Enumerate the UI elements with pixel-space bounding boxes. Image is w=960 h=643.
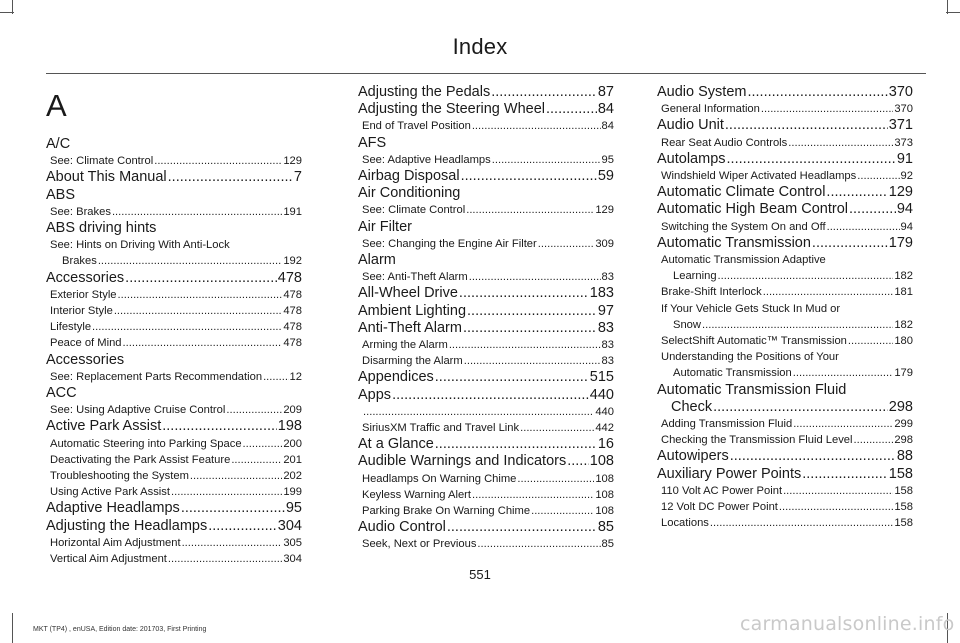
index-heading: ACC — [46, 385, 77, 402]
index-entry — [46, 518, 302, 535]
entry-title: Lifestyle — [50, 321, 92, 334]
page-ref: 85 — [601, 538, 614, 551]
index-entry — [657, 201, 913, 218]
page-ref: 370 — [894, 103, 913, 116]
dot-leader — [827, 219, 900, 235]
entry-title: Autowipers — [657, 448, 729, 465]
index-entry — [657, 448, 913, 465]
page-ref: 87 — [597, 84, 614, 100]
index-entry — [46, 418, 302, 435]
dot-leader — [114, 303, 283, 319]
entry-title: Adding Transmission Fluid — [661, 418, 793, 431]
index-subentry — [657, 483, 913, 499]
entry-title: Audio Unit — [657, 117, 724, 134]
dot-leader — [118, 287, 283, 303]
index-subentry — [358, 269, 614, 285]
index-subentry — [657, 135, 913, 151]
page-ref: 181 — [894, 286, 913, 299]
entry-title: Disarming the Alarm — [362, 355, 463, 368]
dot-leader — [231, 452, 282, 468]
page-ref: 108 — [595, 488, 614, 501]
entry-title: Interior Style — [50, 305, 113, 318]
entry-title: Automatic Steering into Parking Space — [50, 437, 242, 450]
dot-leader — [447, 519, 597, 536]
page-ref: 158 — [894, 517, 913, 530]
edition-footer: MKT (TP4) , enUSA, Edition date: 201703, First Printing — [33, 626, 207, 633]
entry-title: Deactivating the Park Assist Feature — [50, 453, 231, 466]
entry-title: End of Travel Position — [362, 120, 471, 133]
page-ref: 7 — [293, 169, 302, 186]
dot-leader — [472, 487, 594, 503]
page-ref: 108 — [595, 472, 614, 485]
index-subentry — [657, 268, 913, 284]
page-ref: 16 — [597, 436, 614, 453]
index-subentry — [46, 335, 302, 351]
entry-title: Arming the Alarm — [362, 339, 448, 352]
index-subentry — [657, 101, 913, 117]
dot-leader — [435, 369, 589, 386]
dot-leader — [477, 536, 600, 552]
page-ref: 108 — [595, 505, 614, 518]
dot-leader — [190, 468, 282, 484]
page-ref: 158 — [894, 484, 913, 497]
dot-leader — [725, 117, 888, 134]
index-entry — [358, 519, 614, 536]
page-ref: 304 — [283, 553, 302, 566]
index-subentry — [358, 236, 614, 252]
index-subentry — [657, 333, 913, 349]
index-entry — [358, 285, 614, 302]
entry-title: Automatic High Beam Control — [657, 201, 848, 218]
entry-title: Adjusting the Steering Wheel — [358, 101, 545, 118]
page-ref: 478 — [283, 305, 302, 318]
index-subentry — [46, 287, 302, 303]
entry-title: Headlamps On Warning Chime — [362, 472, 517, 485]
entry-title: See: Climate Control — [50, 155, 154, 168]
page-ref: 478 — [283, 321, 302, 334]
dot-leader — [763, 284, 894, 300]
entry-title: Apps — [358, 386, 392, 403]
page-ref: 129 — [888, 184, 913, 201]
page-ref: 440 — [589, 386, 614, 403]
watermark: carmanualsonline.info — [740, 613, 955, 635]
index-entry — [46, 270, 302, 287]
page-ref: 192 — [283, 255, 302, 268]
page-ref: 370 — [888, 84, 913, 100]
index-entry — [657, 466, 913, 483]
entry-title: Troubleshooting the System — [50, 470, 189, 483]
index-entry — [46, 500, 302, 517]
index-subentry — [358, 118, 614, 134]
index-subentry — [46, 303, 302, 319]
entry-title: Anti-Theft Alarm — [358, 319, 462, 336]
entry-title: About This Manual — [46, 169, 167, 186]
entry-title: SiriusXM Traffic and Travel Link — [362, 422, 520, 435]
page-ref: 201 — [283, 453, 302, 466]
dot-leader — [491, 84, 597, 101]
index-subentry — [657, 365, 913, 381]
index-subentry — [46, 468, 302, 484]
dot-leader — [168, 169, 293, 186]
index-subentry — [657, 284, 913, 300]
index-entry — [657, 235, 913, 252]
dot-leader — [531, 503, 594, 519]
index-entry — [358, 84, 614, 101]
entry-title: Keyless Warning Alert — [362, 488, 472, 501]
dot-leader — [182, 535, 283, 551]
index-entry — [358, 101, 614, 118]
page-ref: 92 — [900, 170, 913, 183]
entry-title: 110 Volt AC Power Point — [661, 484, 783, 497]
page-ref: 299 — [894, 418, 913, 431]
page-ref: 83 — [601, 271, 614, 284]
entry-title: Checking the Transmission Fluid Level — [661, 434, 853, 447]
entry-title: All-Wheel Drive — [358, 285, 458, 302]
entry-title: Automatic Transmission — [657, 234, 811, 251]
dot-leader — [469, 269, 601, 285]
dot-leader — [520, 420, 594, 436]
index-subentry-text: Automatic Transmission Adaptive — [661, 254, 826, 267]
page-ref: 97 — [597, 302, 614, 319]
dot-leader — [761, 101, 893, 117]
page-ref: 182 — [894, 318, 913, 331]
entry-title: See: Anti-Theft Alarm — [362, 271, 468, 284]
dot-leader — [812, 235, 888, 252]
index-subentry — [46, 253, 302, 269]
dot-leader — [848, 333, 893, 349]
index-subentry-text: Understanding the Positions of Your — [661, 351, 839, 364]
page-ref: 440 — [595, 405, 614, 418]
index-entry — [358, 168, 614, 185]
page-ref: 298 — [894, 434, 913, 447]
crop-mark — [946, 12, 960, 13]
index-subentry — [358, 420, 614, 436]
index-heading: AFS — [358, 134, 387, 151]
page-ref: 183 — [589, 285, 614, 302]
entry-title: Check — [671, 398, 713, 415]
entry-title: Vertical Aim Adjustment — [50, 553, 167, 566]
entry-title: Horizontal Aim Adjustment — [50, 536, 181, 549]
dot-leader — [98, 253, 283, 269]
dot-leader — [854, 432, 894, 448]
entry-title: Locations — [661, 517, 709, 530]
dot-leader — [162, 418, 277, 435]
page-ref: 94 — [896, 201, 913, 218]
dot-leader — [464, 353, 601, 369]
page-ref: 94 — [900, 220, 913, 233]
index-subentry — [358, 503, 614, 519]
entry-title: Audio Control — [358, 519, 446, 536]
dot-leader — [517, 471, 594, 487]
page-ref: 95 — [601, 153, 614, 166]
entry-title: Audio System — [657, 84, 747, 100]
entry-title: Using Active Park Assist — [50, 486, 170, 499]
page-ref: 198 — [277, 418, 302, 435]
entry-title: Brakes — [62, 255, 97, 268]
dot-leader — [363, 404, 594, 420]
dot-leader — [826, 184, 887, 201]
crop-mark — [12, 613, 13, 643]
index-entry — [46, 169, 302, 186]
index-heading: Alarm — [358, 252, 396, 269]
dot-leader — [263, 369, 288, 385]
index-entry — [657, 399, 913, 416]
index-entry — [358, 303, 614, 320]
index-subentry — [358, 337, 614, 353]
page-ref: 84 — [597, 101, 614, 118]
index-heading: ABS driving hints — [46, 220, 157, 237]
dot-leader — [793, 416, 893, 432]
dot-leader — [171, 484, 282, 500]
page-ref: 209 — [283, 404, 302, 417]
dot-leader — [208, 518, 277, 535]
page-ref: 442 — [595, 422, 614, 435]
dot-leader — [567, 453, 589, 470]
entry-title: Ambient Lighting — [358, 302, 467, 319]
dot-leader — [546, 101, 597, 118]
page-ref: 158 — [888, 465, 913, 482]
index-entry — [358, 436, 614, 453]
dot-leader — [168, 551, 282, 567]
dot-leader — [123, 335, 283, 351]
entry-title: Switching the System On and Off — [661, 220, 826, 233]
entry-title: See: Brakes — [50, 205, 111, 218]
entry-title: See: Adaptive Headlamps — [362, 153, 491, 166]
page-ref: 304 — [277, 517, 302, 534]
entry-title: Parking Brake On Warning Chime — [362, 505, 531, 518]
page-ref: 12 — [289, 370, 302, 383]
dot-leader — [181, 500, 285, 517]
index-subentry — [657, 317, 913, 333]
dot-leader — [392, 387, 589, 404]
dot-leader — [492, 152, 601, 168]
dot-leader — [713, 399, 888, 416]
entry-title: General Information — [661, 103, 760, 116]
index-subentry — [46, 319, 302, 335]
entry-title: Airbag Disposal — [358, 168, 460, 185]
index-subentry — [46, 369, 302, 385]
page-ref: 59 — [597, 168, 614, 185]
index-heading: A/C — [46, 136, 71, 152]
entry-title: Accessories — [46, 269, 125, 286]
index-heading: Air Conditioning — [358, 185, 461, 202]
dot-leader — [802, 466, 888, 483]
index-subentry — [358, 536, 614, 552]
page-ref: 179 — [888, 234, 913, 251]
entry-title: Seek, Next or Previous — [362, 538, 477, 551]
index-subentry — [358, 404, 614, 420]
index-entry — [657, 117, 913, 134]
dot-leader — [243, 436, 283, 452]
page-ref: 83 — [601, 339, 614, 352]
page-ref: 179 — [894, 367, 913, 380]
entry-title: Snow — [673, 318, 701, 331]
index-subentry — [358, 471, 614, 487]
index-entry — [358, 453, 614, 470]
dot-leader — [461, 168, 597, 185]
dot-leader — [463, 320, 597, 337]
header-divider — [46, 73, 926, 74]
page-ref: 371 — [888, 117, 913, 134]
dot-leader — [747, 84, 887, 101]
entry-title: At a Glance — [358, 436, 434, 453]
index-subentry — [46, 452, 302, 468]
index-heading: ABS — [46, 186, 76, 203]
page-ref: 88 — [896, 448, 913, 465]
index-entry — [657, 184, 913, 201]
section-letter: A — [46, 88, 67, 123]
entry-title: See: Climate Control — [362, 204, 466, 217]
index-entry — [358, 387, 614, 404]
index-subentry — [46, 484, 302, 500]
page-ref: 298 — [888, 398, 913, 415]
page-ref: 478 — [283, 288, 302, 301]
page-ref: 191 — [283, 205, 302, 218]
page-ref: 83 — [601, 355, 614, 368]
dot-leader — [702, 317, 893, 333]
entry-title: Brake-Shift Interlock — [661, 286, 762, 299]
index-heading: Automatic Transmission Fluid — [657, 381, 847, 398]
page-ref: 85 — [597, 519, 614, 536]
entry-title: See: Changing the Engine Air Filter — [362, 237, 537, 250]
index-subentry — [657, 416, 913, 432]
index-subentry — [657, 219, 913, 235]
dot-leader — [857, 168, 899, 184]
dot-leader — [783, 483, 893, 499]
dot-leader — [92, 319, 282, 335]
index-subentry — [358, 487, 614, 503]
page-ref: 478 — [283, 337, 302, 350]
page-ref: 158 — [894, 501, 913, 514]
dot-leader — [793, 365, 894, 381]
index-subentry — [46, 535, 302, 551]
dot-leader — [849, 201, 896, 218]
entry-title: Adaptive Headlamps — [46, 500, 180, 517]
index-subentry — [657, 432, 913, 448]
entry-title: Adjusting the Pedals — [358, 84, 491, 100]
entry-title: Peace of Mind — [50, 337, 122, 350]
dot-leader — [779, 499, 893, 515]
page-title: Index — [452, 34, 508, 59]
index-heading: Air Filter — [358, 218, 412, 235]
dot-leader — [727, 151, 896, 168]
dot-leader — [154, 153, 282, 169]
page-ref: 182 — [894, 270, 913, 283]
page-ref: 84 — [601, 120, 614, 133]
index-subentry — [358, 202, 614, 218]
entry-title: Active Park Assist — [46, 418, 162, 435]
page-ref: 200 — [283, 437, 302, 450]
page-ref: 305 — [283, 536, 302, 549]
index-heading: Accessories — [46, 351, 125, 368]
dot-leader — [467, 303, 597, 320]
index-column-2 — [358, 84, 614, 553]
crop-mark — [947, 0, 948, 14]
page-ref: 373 — [894, 136, 913, 149]
entry-title: Rear Seat Audio Controls — [661, 136, 788, 149]
page-ref: 83 — [597, 319, 614, 336]
index-subentry — [358, 152, 614, 168]
page-ref: 478 — [277, 269, 302, 286]
index-subentry — [46, 436, 302, 452]
entry-title: Auxiliary Power Points — [657, 465, 802, 482]
page-ref: 95 — [285, 500, 302, 517]
dot-leader — [730, 448, 896, 465]
entry-title: Windshield Wiper Activated Headlamps — [661, 170, 857, 183]
index-subentry — [46, 204, 302, 220]
index-subentry — [46, 402, 302, 418]
dot-leader — [125, 270, 277, 287]
entry-title: Learning — [673, 270, 717, 283]
entry-title: See: Using Adaptive Cruise Control — [50, 404, 226, 417]
dot-leader — [449, 337, 601, 353]
dot-leader — [435, 436, 597, 453]
entry-title: Adjusting the Headlamps — [46, 517, 208, 534]
dot-leader — [538, 236, 595, 252]
entry-title: Automatic Climate Control — [657, 184, 826, 201]
page-ref: 180 — [894, 335, 913, 348]
crop-mark — [12, 0, 13, 14]
page-number: 551 — [469, 567, 491, 582]
index-subentry-text: If Your Vehicle Gets Stuck In Mud or — [661, 302, 841, 315]
index-entry — [657, 84, 913, 101]
index-column-1 — [46, 84, 302, 567]
entry-title: Audible Warnings and Indicators — [358, 453, 567, 470]
page-ref: 129 — [595, 204, 614, 217]
index-subentry — [657, 499, 913, 515]
dot-leader — [472, 118, 601, 134]
entry-title: SelectShift Automatic™ Transmission — [661, 335, 847, 348]
index-subentry — [358, 353, 614, 369]
dot-leader — [466, 202, 594, 218]
page-ref: 309 — [595, 237, 614, 250]
index-subentry-text: See: Hints on Driving With Anti-Lock — [50, 239, 230, 252]
index-subentry — [46, 153, 302, 169]
index-subentry — [657, 515, 913, 531]
dot-leader — [459, 285, 589, 302]
dot-leader — [226, 402, 282, 418]
page-ref: 108 — [589, 453, 614, 470]
entry-title: 12 Volt DC Power Point — [661, 501, 778, 514]
entry-title: Exterior Style — [50, 288, 117, 301]
entry-title: See: Replacement Parts Recommendation — [50, 370, 263, 383]
page-ref: 515 — [589, 369, 614, 386]
index-entry — [358, 320, 614, 337]
page-ref: 202 — [283, 470, 302, 483]
index-entry — [358, 369, 614, 386]
page-ref: 129 — [283, 155, 302, 168]
entry-title: Autolamps — [657, 150, 726, 167]
entry-title: Automatic Transmission — [673, 367, 792, 380]
dot-leader — [710, 515, 893, 531]
index-subentry — [657, 168, 913, 184]
page-ref: 91 — [896, 150, 913, 167]
dot-leader — [718, 268, 894, 284]
index-subentry — [46, 551, 302, 567]
dot-leader — [112, 204, 282, 220]
dot-leader — [788, 135, 893, 151]
index-entry — [657, 151, 913, 168]
index-column-3 — [657, 84, 913, 531]
entry-title: Appendices — [358, 369, 434, 386]
page-ref: 199 — [283, 486, 302, 499]
